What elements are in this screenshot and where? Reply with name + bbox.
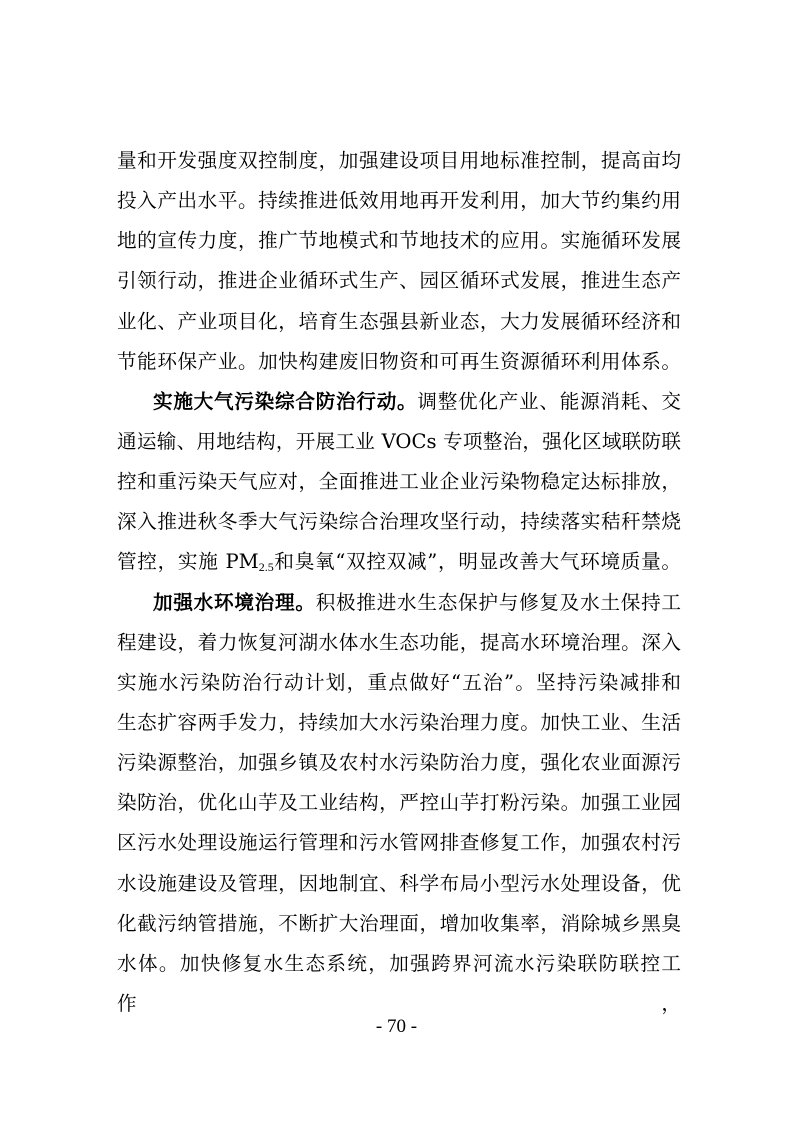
paragraph-water-environment (117, 583, 682, 1015)
text-line: 节能环保产业。加快构建废旧物资和可再生资源循环利用体系。 (117, 349, 681, 373)
paragraph-land-use (117, 141, 681, 382)
pm-subscript: 2.5 (258, 560, 274, 575)
text-line: 通运输、用地结构，开展工业 VOCs 专项整治，强化区域联防联 (117, 429, 681, 453)
text-line: 水设施建设及管理，因地制宜、科学布局小型污水处理设备，优 (117, 871, 681, 895)
text-line: 生态扩容两手发力，持续加大水污染治理力度。加快工业、生活 (117, 710, 681, 734)
text-line: 程建设，着力恢复河湖水体水生态功能，提高水环境治理。深入 (117, 630, 681, 654)
text-line: 区污水处理设施运行管理和污水管网排查修复工作，加强农村污 (117, 831, 681, 855)
line-text: 调整优化产业、能源消耗、交 (417, 389, 682, 413)
text-line: 污染源整治，加强乡镇及农村水污染防治力度，强化农业面源污 (117, 751, 681, 775)
text-line: 染防治，优化山芋及工业结构，严控山芋打粉污染。加强工业园 (117, 791, 681, 815)
text-line: 量和开发强度双控制度，加强建设项目用地标准控制，提高亩均 (117, 149, 681, 172)
text-line (117, 542, 681, 582)
document-body (117, 141, 682, 1015)
text-line: 化截污纳管措施，不断扩大治理面，增加收集率，消除城乡黑臭 (117, 911, 681, 935)
text-line: 水体。加快修复水生态系统，加强跨界河流水污染联防联控工作， (117, 951, 681, 1015)
text-line: 控和重污染天气应对，全面推进工业企业污染物稳定达标排放， (117, 470, 681, 494)
line-text: 积极推进水生态保护与修复及水土保持工 (315, 590, 682, 614)
text-line (117, 583, 681, 623)
paragraph-air-pollution (117, 382, 681, 583)
text-line: 地的宣传力度，推广节地模式和节地技术的应用。实施循环发展 (117, 229, 681, 253)
text-line: 投入产出水平。持续推进低效用地再开发利用，加大节约集约用 (117, 189, 681, 213)
line-text: 和臭氧“双控双减”，明显改善大气环境质量。 (273, 550, 681, 574)
line-text: 管控，实施 PM (117, 550, 259, 574)
text-line: 深入推进秋冬季大气污染综合治理攻坚行动，持续落实秸秆禁烧 (117, 510, 681, 534)
text-line: 实施水污染防治行动计划，重点做好“五治”。坚持污染减排和 (117, 670, 681, 694)
text-line (117, 382, 681, 422)
text-line: 引领行动，推进企业循环式生产、园区循环式发展，推进生态产 (117, 269, 681, 293)
page-number: - 70 - (375, 1016, 418, 1037)
paragraph-heading: 加强水环境治理。 (153, 590, 316, 614)
paragraph-heading: 实施大气污染综合防治行动。 (153, 389, 418, 413)
text-line: 业化、产业项目化，培育生态强县新业态，大力发展循环经济和 (117, 309, 681, 333)
